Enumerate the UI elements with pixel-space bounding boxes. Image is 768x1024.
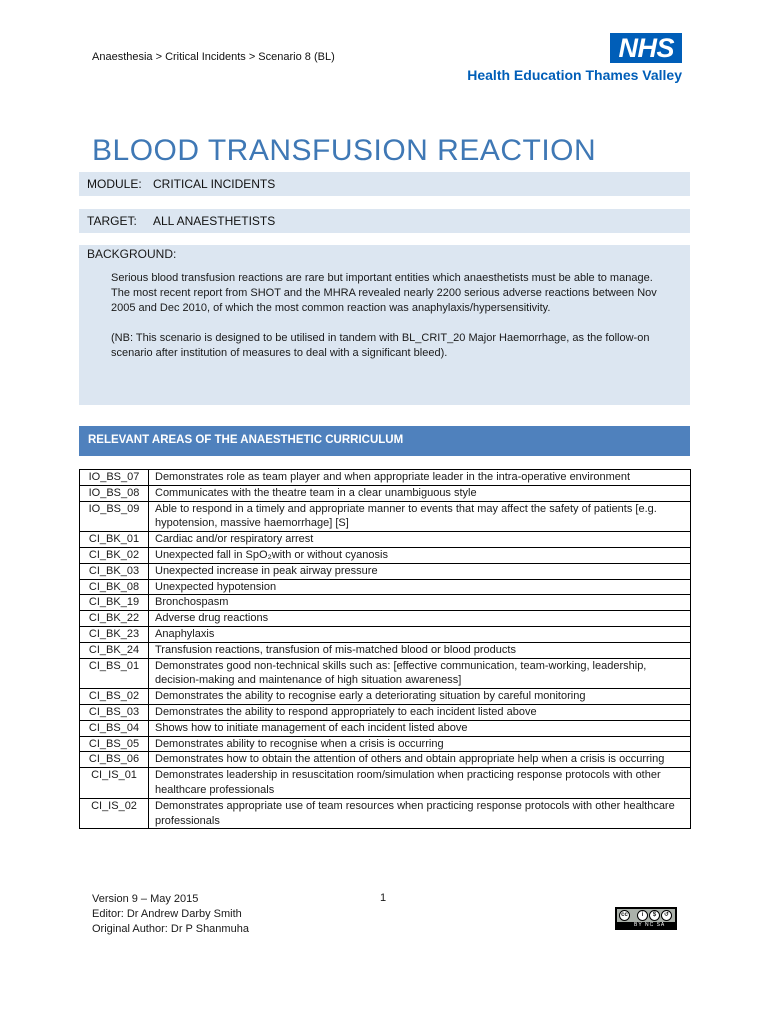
curriculum-code: CI_BK_08: [80, 579, 149, 595]
table-row: [80, 611, 691, 627]
curriculum-code: CI_BS_03: [80, 704, 149, 720]
curriculum-description: Transfusion reactions, transfusion of mis-matched blood or blood products: [149, 642, 691, 658]
organisation-name: Health Education Thames Valley: [467, 67, 682, 83]
cc-icon: cc: [619, 910, 630, 921]
by-icon: i: [637, 910, 648, 921]
curriculum-code: CI_BS_01: [80, 658, 149, 689]
curriculum-description: Adverse drug reactions: [149, 611, 691, 627]
nhs-logo: [467, 33, 682, 83]
creative-commons-license-icon: [615, 907, 677, 930]
curriculum-code: CI_BS_04: [80, 720, 149, 736]
curriculum-code: CI_BK_01: [80, 532, 149, 548]
module-value: CRITICAL INCIDENTS: [153, 177, 276, 191]
curriculum-description: Unexpected fall in SpO₂with or without cyanosis: [149, 547, 691, 563]
footer-info: [92, 892, 249, 937]
table-row: [80, 720, 691, 736]
table-row: [80, 798, 691, 829]
background-section: [79, 245, 690, 405]
curriculum-description: Cardiac and/or respiratory arrest: [149, 532, 691, 548]
table-row: [80, 563, 691, 579]
module-band: [79, 172, 690, 196]
curriculum-table: [79, 469, 691, 829]
background-paragraph-1: Serious blood transfusion reactions are rare but important entities which anaesthetists must be able to manage. The most recent report from SHOT and the MHRA revealed nearly 2200 serious adverse reactions between Nov 2005 and Dec 2010, of which the most common reaction was anaphylaxis/hypersensitivity.: [111, 272, 657, 314]
curriculum-heading: RELEVANT AREAS OF THE ANAESTHETIC CURRICULUM: [79, 426, 690, 456]
table-row: [80, 642, 691, 658]
breadcrumb: Anaesthesia > Critical Incidents > Scenario 8 (BL): [92, 51, 335, 63]
cc-license-labels: BY NC SA: [634, 922, 666, 928]
table-row: [80, 595, 691, 611]
page-number: 1: [380, 892, 387, 904]
curriculum-code: IO_BS_09: [80, 501, 149, 532]
table-row: [80, 752, 691, 768]
curriculum-code: IO_BS_07: [80, 470, 149, 486]
table-row: [80, 658, 691, 689]
curriculum-code: CI_BK_22: [80, 611, 149, 627]
table-row: [80, 485, 691, 501]
table-row: [80, 501, 691, 532]
curriculum-description: Demonstrates how to obtain the attention of others and obtain appropriate help when a crisis is occurring: [149, 752, 691, 768]
table-row: [80, 470, 691, 486]
curriculum-description: Demonstrates role as team player and when appropriate leader in the intra-operative environment: [149, 470, 691, 486]
target-band: [79, 209, 690, 233]
table-row: [80, 547, 691, 563]
nhs-logo-mark: NHS: [610, 33, 682, 63]
curriculum-code: CI_BS_02: [80, 689, 149, 705]
table-row: [80, 579, 691, 595]
table-row: [80, 768, 691, 799]
curriculum-description: Shows how to initiate management of each incident listed above: [149, 720, 691, 736]
footer-version: Version 9 – May 2015: [92, 893, 199, 905]
background-paragraph-2: (NB: This scenario is designed to be utilised in tandem with BL_CRIT_20 Major Haemorrhage, as the follow-on scenario after institution of measures to deal with a significant bleed).: [111, 332, 650, 359]
target-label: TARGET:: [87, 214, 137, 228]
curriculum-code: IO_BS_08: [80, 485, 149, 501]
curriculum-code: CI_BK_03: [80, 563, 149, 579]
curriculum-description: Unexpected hypotension: [149, 579, 691, 595]
curriculum-description: Demonstrates ability to recognise when a crisis is occurring: [149, 736, 691, 752]
table-row: [80, 704, 691, 720]
curriculum-description: Anaphylaxis: [149, 626, 691, 642]
footer-editor: Editor: Dr Andrew Darby Smith: [92, 908, 242, 920]
module-label: MODULE:: [87, 177, 142, 191]
curriculum-description: Demonstrates the ability to respond appropriately to each incident listed above: [149, 704, 691, 720]
nc-icon: $: [649, 910, 660, 921]
table-row: [80, 626, 691, 642]
table-row: [80, 736, 691, 752]
curriculum-description: Communicates with the theatre team in a clear unambiguous style: [149, 485, 691, 501]
sa-icon: ↺: [661, 910, 672, 921]
curriculum-description: Demonstrates the ability to recognise early a deteriorating situation by careful monitoring: [149, 689, 691, 705]
curriculum-description: Demonstrates leadership in resuscitation room/simulation when practicing response protocols with other healthcare professionals: [149, 768, 691, 799]
target-value: ALL ANAESTHETISTS: [153, 214, 276, 228]
curriculum-code: CI_BS_06: [80, 752, 149, 768]
cc-badge-top: [617, 909, 675, 922]
curriculum-code: CI_IS_02: [80, 798, 149, 829]
curriculum-description: Demonstrates good non-technical skills such as: [effective communication, team-working, leadership, decision-making and maintenance of high situation awareness]: [149, 658, 691, 689]
curriculum-description: Able to respond in a timely and appropriate manner to events that may affect the safety of patients [e.g. hypotension, massive haemorrhage] [S]: [149, 501, 691, 532]
background-heading: BACKGROUND:: [87, 247, 177, 261]
curriculum-description: Demonstrates appropriate use of team resources when practicing response protocols with other healthcare professionals: [149, 798, 691, 829]
curriculum-description: Bronchospasm: [149, 595, 691, 611]
curriculum-code: CI_BK_02: [80, 547, 149, 563]
footer-author: Original Author: Dr P Shanmuha: [92, 923, 249, 935]
table-row: [80, 689, 691, 705]
table-row: [80, 532, 691, 548]
curriculum-code: CI_BK_23: [80, 626, 149, 642]
curriculum-code: CI_BK_24: [80, 642, 149, 658]
curriculum-code: CI_BK_19: [80, 595, 149, 611]
curriculum-description: Unexpected increase in peak airway pressure: [149, 563, 691, 579]
curriculum-code: CI_BS_05: [80, 736, 149, 752]
page-title: BLOOD TRANSFUSION REACTION: [92, 134, 597, 168]
curriculum-code: CI_IS_01: [80, 768, 149, 799]
